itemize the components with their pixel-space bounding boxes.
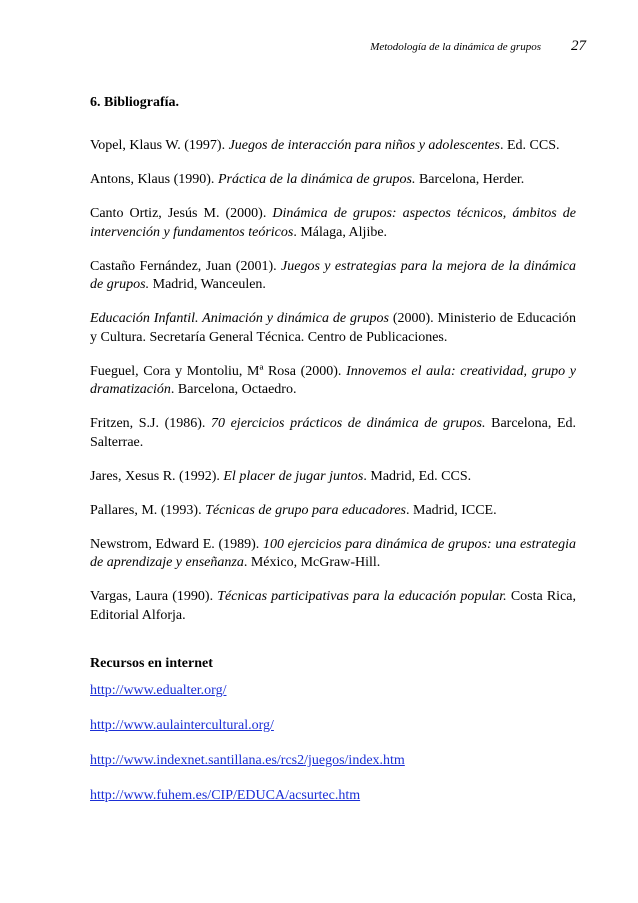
reference-item xyxy=(90,468,576,487)
reference-publisher: . Málaga, Aljibe. xyxy=(293,224,388,240)
reference-item xyxy=(90,205,576,242)
reference-publisher: . Madrid, ICCE. xyxy=(406,502,497,518)
reference-author: Fueguel, Cora y Montoliu, Mª Rosa (2000). xyxy=(90,363,347,379)
page-header xyxy=(370,38,586,55)
reference-publisher: . Barcelona, Octaedro. xyxy=(170,382,297,397)
reference-author: Castaño Fernández, Juan (2001). xyxy=(90,258,282,274)
reference-title: Técnicas participativas para la educación popular. xyxy=(217,589,507,604)
reference-title: Técnicas de grupo para educadores xyxy=(205,502,406,518)
running-title: Metodología de la dinámica de grupos xyxy=(370,41,541,53)
reference-list xyxy=(90,137,576,625)
reference-title: 100 ejercicios para dinámica de grupos: una estrategia de aprendizaje y enseñanza xyxy=(90,536,576,570)
resource-link-fuhem[interactable]: http://www.fuhem.es/CIP/EDUCA/acsurtec.htm xyxy=(90,788,361,803)
reference-author: Vopel, Klaus W. (1997). xyxy=(90,138,229,153)
reference-item xyxy=(90,171,576,190)
reference-publisher: (2000). Ministerio de Educación y Cultura. Secretaría General Técnica. Centro de Publicaciones. xyxy=(90,311,577,345)
reference-author: Jares, Xesus R. (1992). xyxy=(90,468,224,484)
reference-publisher: Costa Rica, Editorial Alforja. xyxy=(90,589,577,623)
reference-item xyxy=(90,536,576,573)
resource-link-edualter[interactable]: http://www.edualter.org/ xyxy=(90,683,227,698)
reference-title: Juegos y estrategias para la mejora de la dinámica de grupos. xyxy=(90,258,576,292)
reference-publisher: . Ed. CCS. xyxy=(499,138,560,153)
reference-item xyxy=(90,258,576,295)
reference-author: Vargas, Laura (1990). xyxy=(90,589,218,604)
reference-author: Pallares, M. (1993). xyxy=(90,502,206,518)
page-number: 27 xyxy=(571,38,586,54)
reference-title: 70 ejercicios prácticos de dinámica de grupos. xyxy=(211,416,486,431)
reference-item xyxy=(90,310,576,347)
document-body xyxy=(90,95,576,822)
reference-title: Innovemos el aula: creatividad, grupo y dramatización xyxy=(90,363,576,397)
reference-title: Dinámica de grupos: aspectos técnicos, ámbitos de intervención y fundamentos teóricos xyxy=(90,206,576,240)
reference-title: El placer de jugar juntos xyxy=(223,468,364,484)
reference-title: Práctica de la dinámica de grupos. xyxy=(217,172,416,187)
reference-publisher: . Madrid, Ed. CCS. xyxy=(363,468,472,484)
reference-title: Juegos de interacción para niños y adolescentes xyxy=(228,138,500,153)
reference-publisher: Barcelona, Ed. Salterrae. xyxy=(90,416,577,450)
resources-title: Recursos en internet xyxy=(90,656,213,671)
reference-author: Canto Ortiz, Jesús M. (2000). xyxy=(90,206,273,221)
reference-publisher: Madrid, Wanceulen. xyxy=(149,277,266,292)
reference-item xyxy=(90,137,576,156)
resource-link-indexnet[interactable]: http://www.indexnet.santillana.es/rcs2/juegos/index.htm xyxy=(90,753,405,768)
reference-item xyxy=(90,502,576,521)
reference-item xyxy=(90,588,576,625)
resource-link-aulaintercultural[interactable]: http://www.aulaintercultural.org/ xyxy=(90,718,274,733)
reference-item xyxy=(90,415,576,452)
reference-publisher: Barcelona, Herder. xyxy=(415,172,525,187)
reference-author: Antons, Klaus (1990). xyxy=(90,172,218,187)
reference-author: Fritzen, S.J. (1986). xyxy=(90,416,211,431)
reference-publisher: . México, McGraw-Hill. xyxy=(243,555,381,570)
reference-item xyxy=(90,363,576,400)
reference-title: Educación Infantil. Animación y dinámica de grupos xyxy=(90,311,389,326)
reference-author: Newstrom, Edward E. (1989). xyxy=(90,536,263,552)
link-list xyxy=(90,682,576,805)
section-title: 6. Bibliografía. xyxy=(90,95,180,110)
